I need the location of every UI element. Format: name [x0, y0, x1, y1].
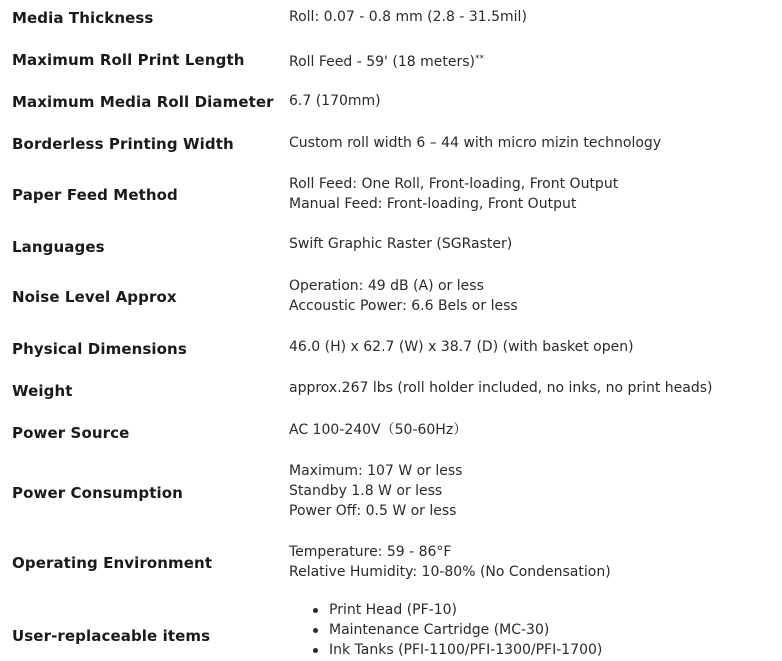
spec-value — [289, 49, 484, 72]
spec-value — [289, 91, 381, 111]
spec-row-power-source — [0, 414, 782, 450]
spec-value-text: 6.7 (170mm) — [289, 93, 381, 109]
spec-value — [289, 234, 512, 254]
spec-label: Noise Level Approx — [12, 288, 177, 306]
spec-label: Power Source — [12, 424, 130, 442]
spec-row-borderless-printing-width — [0, 126, 782, 162]
spec-row-weight — [0, 372, 782, 408]
spec-row-paper-feed-method — [0, 168, 782, 222]
spec-label: Operating Environment — [12, 554, 213, 572]
spec-row-power-consumption — [0, 456, 782, 528]
spec-value-line: Accoustic Power: 6.6 Bels or less — [289, 298, 518, 314]
spec-label: User-replaceable items — [12, 627, 211, 645]
spec-label: Maximum Media Roll Diameter — [12, 93, 274, 111]
spec-row-noise-level — [0, 270, 782, 324]
list-item-text: Print Head (PF-10) — [329, 602, 457, 618]
spec-value — [289, 378, 713, 398]
bullet-icon — [313, 648, 318, 653]
spec-value — [289, 337, 634, 357]
spec-value-text: 46.0 (H) x 62.7 (W) x 38.7 (D) (with basket open) — [289, 339, 634, 355]
spec-value-line: Roll Feed: One Roll, Front-loading, Front Output — [289, 176, 619, 192]
spec-value-line: Maximum: 107 W or less — [289, 463, 463, 479]
spec-label: Physical Dimensions — [12, 340, 187, 358]
spec-row-media-thickness — [0, 0, 782, 36]
bullet-icon — [313, 628, 318, 633]
list-item — [289, 600, 602, 620]
spec-label: Paper Feed Method — [12, 186, 178, 204]
spec-value-text: AC 100-240V（50-60Hz） — [289, 422, 468, 438]
spec-value-line: Standby 1.8 W or less — [289, 483, 443, 499]
spec-value — [289, 133, 661, 153]
spec-value — [289, 600, 602, 660]
spec-label: Media Thickness — [12, 9, 154, 27]
spec-row-physical-dimensions — [0, 330, 782, 366]
spec-value-text: Roll: 0.07 - 0.8 mm (2.8 - 31.5mil) — [289, 9, 527, 25]
spec-label: Borderless Printing Width — [12, 135, 234, 153]
spec-value — [289, 174, 618, 214]
bullet-icon — [313, 608, 318, 613]
spec-value-line: Temperature: 59 - 86°F — [289, 544, 452, 560]
spec-value — [289, 7, 527, 27]
spec-value-text: approx.267 lbs (roll holder included, no inks, no print heads) — [289, 380, 713, 396]
spec-value — [289, 542, 611, 582]
spec-value-line: Operation: 49 dB (A) or less — [289, 278, 484, 294]
spec-label: Languages — [12, 238, 105, 256]
spec-label: Weight — [12, 382, 73, 400]
list-item-text: Maintenance Cartridge (MC-30) — [329, 622, 550, 638]
spec-value-line: Power Off: 0.5 W or less — [289, 503, 457, 519]
spec-value — [289, 420, 467, 440]
footnote-mark: ** — [474, 54, 484, 64]
list-item — [289, 620, 602, 640]
spec-label: Power Consumption — [12, 484, 183, 502]
spec-value-text: Swift Graphic Raster (SGRaster) — [289, 236, 513, 252]
spec-row-max-media-roll-diameter — [0, 84, 782, 120]
spec-value — [289, 461, 462, 521]
spec-value-line: Manual Feed: Front-loading, Front Output — [289, 196, 577, 212]
spec-value-text: Roll Feed - 59' (18 meters) — [289, 54, 475, 70]
list-item — [289, 640, 602, 660]
spec-row-user-replaceable-items — [0, 598, 782, 661]
spec-value-text: Custom roll width 6 – 44 with micro mizin technology — [289, 135, 662, 151]
list-item-text: Ink Tanks (PFI-1100/PFI-1300/PFI-1700) — [329, 642, 603, 658]
spec-row-max-roll-print-length — [0, 42, 782, 78]
spec-value — [289, 276, 518, 316]
spec-row-operating-environment — [0, 536, 782, 590]
spec-label: Maximum Roll Print Length — [12, 51, 245, 69]
replaceable-items-list — [289, 600, 602, 660]
spec-row-languages — [0, 228, 782, 264]
spec-value-line: Relative Humidity: 10-80% (No Condensation) — [289, 564, 611, 580]
